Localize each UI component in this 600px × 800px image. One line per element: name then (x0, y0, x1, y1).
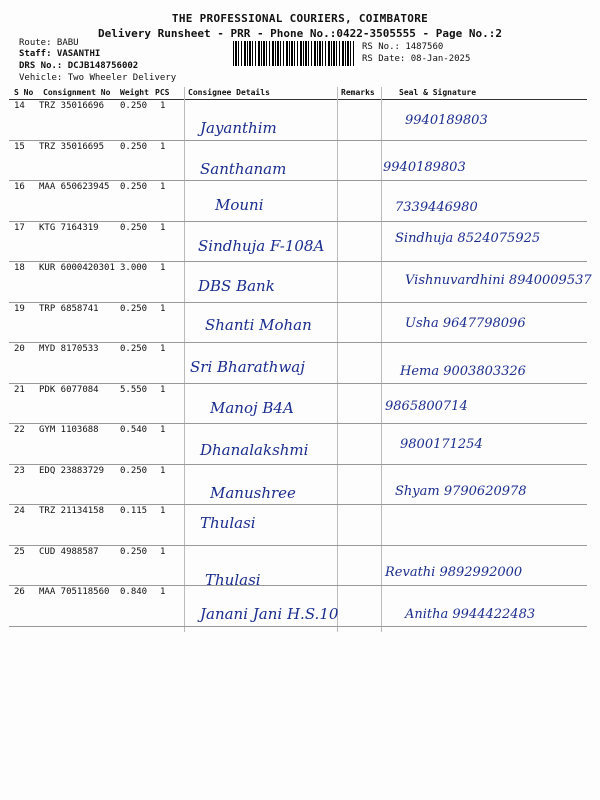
weight-cell: 0.115 (120, 506, 148, 516)
weight-cell: 3.000 (120, 263, 148, 273)
serial-number-cell: 20 (14, 344, 25, 354)
pcs-cell: 1 (160, 425, 166, 435)
signature-handwritten: Revathi 9892992000 (385, 564, 523, 580)
serial-number-cell: 18 (14, 263, 25, 273)
consignment-number-cell: TRZ 21134158 (39, 506, 105, 516)
table-row (9, 302, 587, 344)
serial-number-cell: 16 (14, 182, 25, 192)
weight-cell: 0.250 (120, 465, 148, 476)
table-row (9, 585, 587, 627)
consignment-number-cell: KUR 6000420301 (39, 263, 115, 273)
weight-cell: 0.250 (120, 344, 148, 354)
consignment-number-cell: EDQ 23883729 (39, 465, 105, 476)
pcs-cell: 1 (160, 344, 166, 354)
signature-handwritten: 9940189803 (405, 113, 488, 128)
col-consignee: Consignee Details (188, 88, 270, 97)
serial-number-cell: 19 (14, 303, 25, 314)
weight-cell: 0.250 (120, 546, 148, 557)
consignee-handwritten-name: Mouni (215, 196, 264, 214)
col-signature: Seal & Signature (399, 88, 477, 97)
consignee-handwritten-name: Thulasi (205, 570, 261, 589)
consignee-handwritten-name: Manoj B4A (210, 398, 294, 417)
consignee-handwritten-name: Thulasi (200, 514, 256, 532)
consignee-handwritten-name: DBS Bank (198, 277, 275, 295)
signature-handwritten: 9800171254 (400, 437, 483, 452)
col-pcs: PCS (155, 88, 170, 97)
vehicle-label: Vehicle: Two Wheeler Delivery (19, 73, 177, 83)
consignee-handwritten-name: Sri Bharathwaj (190, 358, 305, 376)
pcs-cell: 1 (160, 506, 166, 516)
serial-number-cell: 14 (14, 101, 25, 111)
signature-handwritten: 9940189803 (383, 159, 466, 175)
drs-number: DRS No.: DCJB148756002 (19, 61, 139, 71)
table-row (9, 383, 587, 425)
table-row (9, 545, 587, 587)
rs-number: RS No.: 1487560 (362, 42, 444, 52)
consignee-handwritten-name: Manushree (210, 483, 296, 502)
signature-handwritten: Usha 9647798096 (405, 315, 526, 331)
table-row (9, 504, 587, 546)
weight-cell: 0.250 (120, 182, 148, 192)
col-sno: S No (14, 88, 34, 97)
consignment-number-cell: TRZ 35016695 (39, 141, 105, 152)
serial-number-cell: 22 (14, 425, 25, 435)
barcode-image (233, 41, 355, 66)
consignee-handwritten-name: Dhanalakshmi (200, 441, 309, 459)
pcs-cell: 1 (160, 101, 166, 111)
serial-number-cell: 15 (14, 141, 25, 152)
consignee-handwritten-name: Shanti Mohan (205, 315, 312, 334)
runsheet-table (9, 87, 592, 632)
pcs-cell: 1 (160, 182, 166, 192)
table-row (9, 342, 587, 384)
weight-cell: 0.250 (120, 101, 148, 111)
route-label: Route: BABU (19, 38, 79, 48)
signature-handwritten: Sindhuja 8524075925 (395, 230, 541, 246)
table-row (9, 221, 587, 263)
consignee-handwritten-name: Sindhuja F-108A (198, 236, 325, 255)
table-row (9, 464, 587, 506)
weight-cell: 0.250 (120, 141, 148, 152)
signature-handwritten: Anitha 9944422483 (405, 607, 536, 622)
pcs-cell: 1 (160, 141, 166, 152)
consignment-number-cell: MAA 650623945 (39, 182, 110, 192)
signature-handwritten: 9865800714 (385, 398, 468, 414)
col-remarks: Remarks (341, 88, 375, 97)
weight-cell: 0.250 (120, 303, 148, 314)
consignment-number-cell: KTG 7164319 (39, 222, 99, 233)
col-weight: Weight (120, 88, 149, 97)
company-title: THE PROFESSIONAL COURIERS, COIMBATORE (171, 12, 429, 25)
pcs-cell: 1 (160, 303, 166, 314)
weight-cell: 0.250 (120, 222, 148, 233)
consignment-number-cell: MYD 8170533 (39, 344, 99, 354)
table-row (9, 423, 587, 465)
consignment-number-cell: TRZ 35016696 (39, 101, 105, 111)
serial-number-cell: 24 (14, 506, 25, 516)
weight-cell: 5.550 (120, 384, 148, 395)
consignee-handwritten-name: Santhanam (200, 159, 287, 178)
col-consignment: Consignment No (43, 88, 111, 97)
signature-handwritten: Hema 9003803326 (400, 364, 526, 379)
table-row (9, 99, 587, 141)
rs-date: RS Date: 08-Jan-2025 (362, 54, 471, 64)
pcs-cell: 1 (160, 384, 166, 395)
consignment-number-cell: MAA 705118560 (39, 587, 110, 597)
signature-handwritten: 7339446980 (395, 200, 478, 215)
weight-cell: 0.540 (120, 425, 148, 435)
serial-number-cell: 17 (14, 222, 25, 233)
pcs-cell: 1 (160, 222, 166, 233)
runsheet-subtitle: Delivery Runsheet - PRR - Phone No.:0422-3505555 - Page No.:2 (98, 27, 502, 40)
signature-handwritten: Shyam 9790620978 (395, 483, 527, 499)
weight-cell: 0.840 (120, 587, 148, 597)
pcs-cell: 1 (160, 587, 166, 597)
serial-number-cell: 23 (14, 465, 25, 476)
staff-label: Staff: VASANTHI (19, 49, 101, 59)
consignee-handwritten-name: Jayanthim (200, 119, 277, 137)
consignment-number-cell: CUD 4988587 (39, 546, 99, 557)
consignment-number-cell: PDK 6077084 (39, 384, 99, 395)
consignment-number-cell: TRP 6858741 (39, 303, 99, 314)
serial-number-cell: 25 (14, 546, 25, 557)
serial-number-cell: 21 (14, 384, 25, 395)
serial-number-cell: 26 (14, 587, 25, 597)
consignment-number-cell: GYM 1103688 (39, 425, 99, 435)
pcs-cell: 1 (160, 546, 166, 557)
pcs-cell: 1 (160, 263, 166, 273)
table-row (9, 261, 592, 303)
pcs-cell: 1 (160, 465, 166, 476)
signature-handwritten: Vishnuvardhini 8940009537 (405, 273, 592, 288)
table-row (9, 180, 587, 222)
table-row (9, 140, 587, 182)
consignee-handwritten-name: Janani Jani H.S.10 (200, 605, 339, 623)
